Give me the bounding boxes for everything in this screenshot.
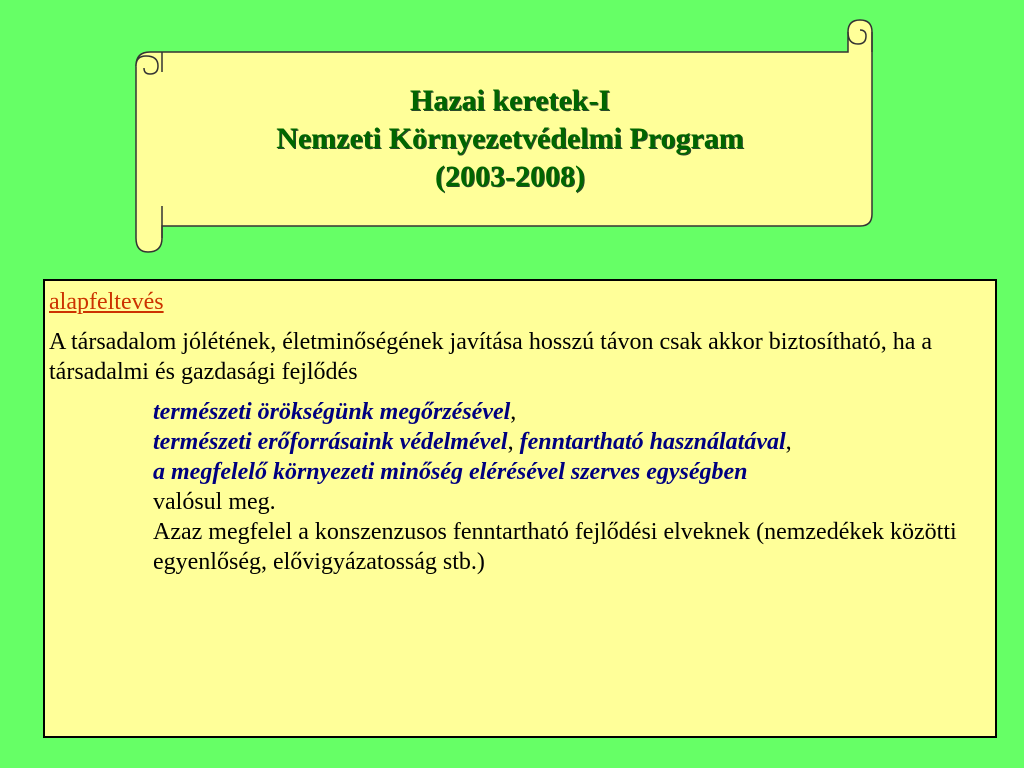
item-3 xyxy=(153,457,991,487)
item-3-text: a megfelelő környezeti minőség elérésével szerves egységben xyxy=(153,459,748,485)
content-panel xyxy=(43,279,997,738)
slide-title xyxy=(160,82,860,196)
item-3-tail: valósul meg. xyxy=(153,489,276,515)
title-line-1: Hazai keretek-I xyxy=(409,84,611,117)
heading-row xyxy=(49,287,991,317)
item-2-punct: , xyxy=(785,429,792,455)
title-line-2: Nemzeti Környezetvédelmi Program xyxy=(276,122,744,155)
item-2-text-b: fenntartható használatával xyxy=(513,429,786,455)
item-1-text: természeti örökségünk megőrzésével xyxy=(153,399,511,425)
conclusion-paragraph: Azaz megfelel a konszenzusos fenntartható fejlődési elveknek (nemzedékek közötti egyenlőség, elővigyázatosság stb.) xyxy=(153,519,957,575)
intro-paragraph: A társadalom jólétének, életminőségének javítása hosszú távon csak akkor biztosítható, ha a társadalmi és gazdasági fejlődés xyxy=(49,329,933,385)
item-2-separator: , xyxy=(507,429,514,455)
item-1-punct: , xyxy=(510,399,517,425)
item-2-text-a: természeti erőforrásaink védelmével xyxy=(153,429,508,455)
item-1 xyxy=(153,397,991,427)
heading-link[interactable]: alapfeltevés xyxy=(49,289,164,315)
title-line-3: (2003-2008) xyxy=(435,160,585,193)
content-text xyxy=(49,287,991,577)
item-2 xyxy=(153,427,991,457)
indented-block xyxy=(153,397,991,577)
